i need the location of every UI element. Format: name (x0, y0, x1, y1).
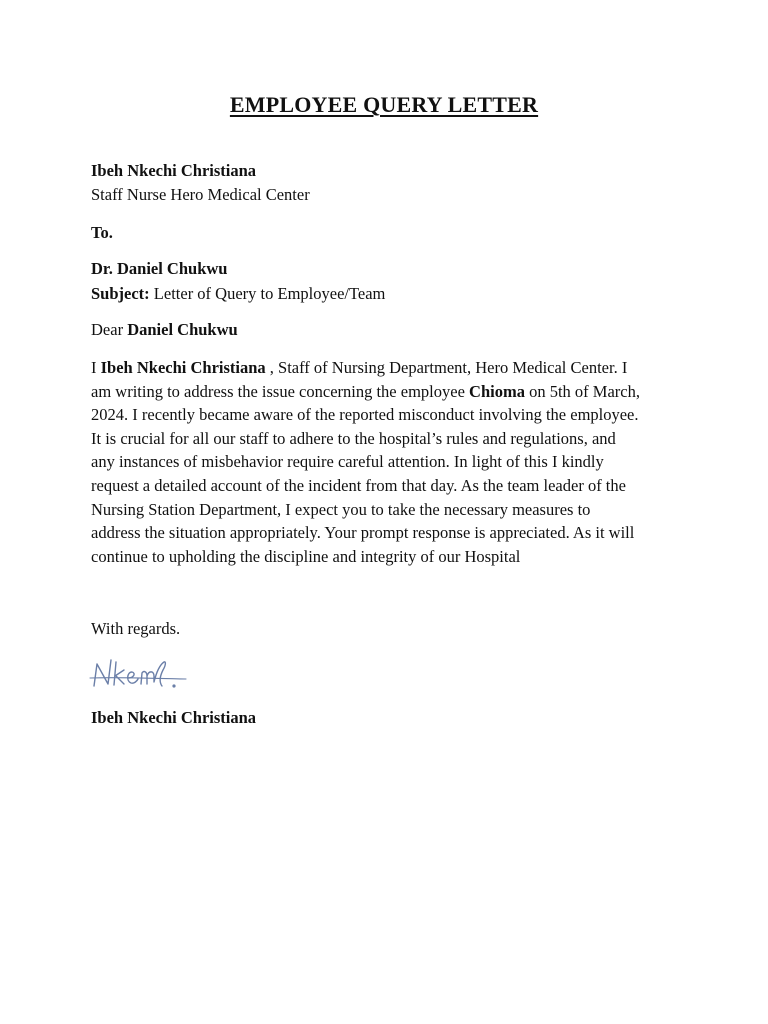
salutation-name: Daniel Chukwu (127, 320, 238, 339)
sender-role: Staff Nurse Hero Medical Center (91, 185, 310, 204)
body-text: , Staff of Nursing Department, Hero Medical Center. I (265, 358, 628, 377)
to-label: To. (91, 223, 113, 242)
body-employee-name: Chioma (469, 381, 525, 401)
salutation-prefix: Dear (91, 320, 128, 339)
recipient-name: Dr. Daniel Chukwu (91, 259, 228, 278)
body-line (91, 380, 691, 404)
body-line: address the situation appropriately. Your prompt response is appreciated. As it will (91, 523, 635, 543)
body-line: It is crucial for all our staff to adhere to the hospital’s rules and regulations, and (91, 428, 616, 448)
letter-title: EMPLOYEE QUERY LETTER (229, 92, 539, 117)
body-sender-name: Ibeh Nkechi Christiana (100, 358, 266, 377)
body-text: I (91, 358, 101, 377)
body-line (91, 356, 691, 380)
signer-name: Ibeh Nkechi Christiana (91, 708, 257, 727)
signature-strokes (90, 660, 186, 687)
letter-body (91, 356, 691, 568)
body-line: 2024. I recently became aware of the reported misconduct involving the employee. (91, 405, 639, 425)
subject-text: Letter of Query to Employee/Team (149, 284, 386, 303)
signature-image (86, 648, 196, 698)
sender-name: Ibeh Nkechi Christiana (91, 161, 257, 180)
closing: With regards. (91, 619, 181, 638)
subject-line (91, 284, 385, 304)
body-text: am writing to address the issue concerning the employee (91, 381, 470, 401)
body-text: on 5th of March, (524, 381, 640, 401)
body-line: request a detailed account of the incident from that day. As the team leader of the (91, 475, 626, 495)
body-line: any instances of misbehavior require careful attention. In light of this I kindly (91, 452, 604, 472)
body-line: continue to upholding the discipline and integrity of our Hospital (91, 546, 521, 566)
salutation (91, 320, 238, 340)
body-line: Nursing Station Department, I expect you to take the necessary measures to (91, 499, 591, 519)
subject-label: Subject: (91, 284, 150, 303)
